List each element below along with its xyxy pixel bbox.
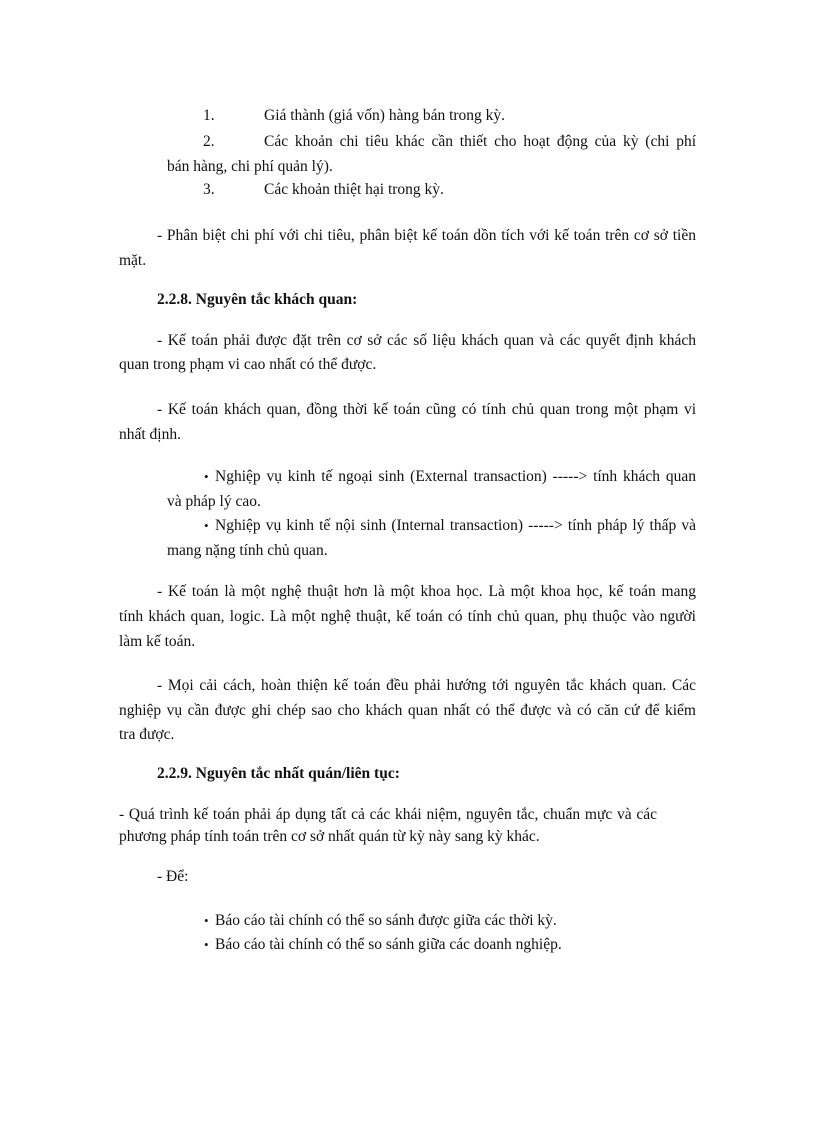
paragraph-line: - Kế toán là một nghệ thuật hơn là một khoa học. Là một khoa học, kế toán mang — [157, 583, 696, 600]
bullet-text: Báo cáo tài chính có thể so sánh được giữa các thời kỳ. — [215, 912, 557, 929]
bullet-icon: • — [204, 937, 209, 952]
paragraph-purpose: - Để: — [157, 868, 189, 885]
paragraph-line: - Phân biệt chi phí với chi tiêu, phân biệt kế toán dồn tích với kế toán trên cơ sở tiền — [157, 227, 696, 244]
list-number: 3. — [203, 181, 215, 198]
paragraph-line: quan trong phạm vi cao nhất có thể được. — [119, 356, 377, 373]
list-item-text: Các khoản chi tiêu khác cần thiết cho hoạt động của kỳ (chi phí — [264, 133, 696, 150]
list-item-text: Các khoản thiệt hại trong kỳ. — [264, 181, 444, 198]
list-item-text: Giá thành (giá vốn) hàng bán trong kỳ. — [264, 107, 506, 124]
bullet-icon: • — [204, 518, 209, 533]
bullet-text-continuation: và pháp lý cao. — [167, 493, 261, 510]
list-item-continuation: bán hàng, chi phí quản lý). — [167, 158, 333, 175]
bullet-text: Nghiệp vụ kinh tế ngoại sinh (External transaction) -----> tính khách quan — [215, 468, 696, 485]
paragraph-line: - Mọi cải cách, hoàn thiện kế toán đều phải hướng tới nguyên tắc khách quan. Các — [157, 677, 696, 694]
paragraph-line: nhất định. — [119, 426, 181, 443]
paragraph-line: nghiệp vụ cần được ghi chép sao cho khách quan nhất có thể được và có căn cứ để kiểm — [119, 702, 696, 719]
bullet-text: Báo cáo tài chính có thể so sánh giữa các doanh nghiệp. — [215, 936, 562, 953]
paragraph-line: - Kế toán khách quan, đồng thời kế toán cũng có tính chủ quan trong một phạm vi — [157, 401, 696, 418]
bullet-icon: • — [204, 469, 209, 484]
bullet-text: Nghiệp vụ kinh tế nội sinh (Internal transaction) -----> tính pháp lý thấp và — [215, 517, 696, 534]
paragraph-line: làm kế toán. — [119, 633, 196, 650]
bullet-text-continuation: mang nặng tính chủ quan. — [167, 542, 328, 559]
list-number: 1. — [203, 107, 215, 124]
list-number: 2. — [203, 133, 215, 150]
section-heading: 2.2.8. Nguyên tắc khách quan: — [157, 291, 358, 308]
paragraph-line: tra được. — [119, 726, 175, 743]
paragraph-line: mặt. — [119, 252, 147, 269]
paragraph-line: - Kế toán phải được đặt trên cơ sở các số liệu khách quan và các quyết định khách — [157, 332, 696, 349]
paragraph-line: - Quá trình kế toán phải áp dụng tất cả các khái niệm, nguyên tắc, chuẩn mực và các — [119, 806, 657, 823]
paragraph-line: tính khách quan, logic. Là một nghệ thuật, kế toán có tính chủ quan, phụ thuộc vào người — [119, 608, 696, 625]
section-heading: 2.2.9. Nguyên tắc nhất quán/liên tục: — [157, 765, 400, 782]
paragraph-line: phương pháp tính toán trên cơ sở nhất quán từ kỳ này sang kỳ khác. — [119, 828, 540, 845]
bullet-icon: • — [204, 913, 209, 928]
